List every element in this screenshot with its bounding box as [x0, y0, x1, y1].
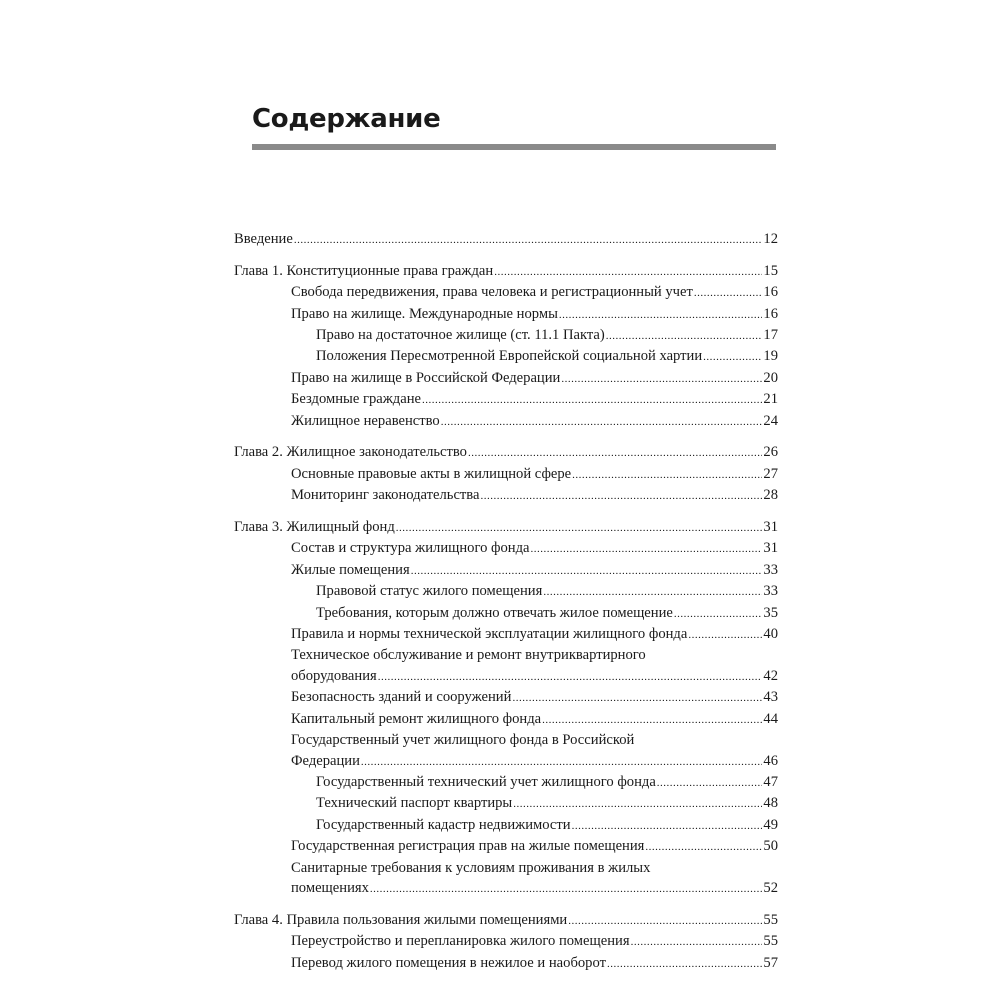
toc-entry-title: Мониторинг законодательства — [291, 487, 480, 504]
toc-page-number: 26 — [763, 444, 778, 461]
dot-leader — [559, 304, 763, 325]
toc-page-number: 33 — [763, 561, 778, 578]
toc-page-number: 49 — [763, 816, 778, 833]
toc-entry[interactable] — [234, 581, 778, 602]
toc-entry-title: Государственная регистрация прав на жилые помещения — [291, 838, 645, 855]
toc-entry[interactable] — [234, 304, 778, 325]
toc-page-number: 47 — [763, 773, 778, 790]
dot-leader — [396, 517, 763, 538]
toc-entry[interactable] — [234, 815, 778, 836]
toc-entry[interactable] — [234, 282, 778, 303]
dot-leader — [481, 485, 763, 506]
toc-entry-title-line: Техническое обслуживание и ремонт внутриквартирного — [291, 647, 646, 664]
dot-leader — [674, 603, 763, 624]
toc-entry-title: Правила и нормы технической эксплуатации жилищного фонда — [291, 626, 688, 643]
toc-entry[interactable] — [234, 389, 778, 410]
toc-entry[interactable] — [234, 687, 778, 708]
toc-entry[interactable] — [234, 836, 778, 857]
toc-page-number: 33 — [763, 583, 778, 600]
dot-leader — [606, 325, 763, 346]
toc-page-number: 40 — [763, 626, 778, 643]
toc-entry-title: Положения Пересмотренной Европейской социальной хартии — [316, 348, 703, 365]
toc-entry[interactable] — [234, 793, 778, 814]
dot-leader — [378, 666, 763, 687]
toc-entry[interactable] — [234, 858, 778, 900]
dot-leader — [370, 878, 763, 899]
toc-page-number: 48 — [763, 795, 778, 812]
dot-leader — [542, 709, 762, 730]
page-title: Содержание — [252, 104, 441, 134]
toc-entry-title: Государственный технический учет жилищного фонда — [316, 773, 656, 790]
toc-page-number: 42 — [763, 667, 778, 684]
toc-entry-title: Требования, которым должно отвечать жилое помещение — [316, 604, 673, 621]
dot-leader — [631, 931, 763, 952]
toc-page-number: 46 — [763, 752, 778, 769]
toc-entry-title: Государственный кадастр недвижимости — [316, 816, 571, 833]
toc-entry[interactable] — [234, 772, 778, 793]
toc-entry-title: Право на жилище в Российской Федерации — [291, 369, 561, 386]
dot-leader — [688, 624, 762, 645]
dot-leader — [561, 368, 762, 389]
toc-entry[interactable] — [234, 953, 778, 974]
toc-entry-title: Федерации — [291, 752, 360, 769]
toc-entry-title: Переустройство и перепланировка жилого помещения — [291, 933, 630, 950]
toc-entry[interactable] — [234, 485, 778, 506]
toc-entry[interactable] — [234, 229, 778, 250]
toc-entry-title: Бездомные граждане — [291, 391, 421, 408]
toc-entry-title-line: Государственный учет жилищного фонда в Российской — [291, 732, 635, 749]
toc-entry-title: Технический паспорт квартиры — [316, 795, 513, 812]
toc-page-number: 12 — [763, 231, 778, 247]
toc-entry-title: Свобода передвижения, права человека и регистрационный учет — [291, 284, 693, 301]
toc-entry-title: оборудования — [291, 667, 377, 684]
table-of-contents — [234, 229, 778, 974]
toc-page-number: 24 — [763, 412, 778, 429]
toc-entry[interactable] — [234, 624, 778, 645]
toc-entry-title: Глава 3. Жилищный фонд — [234, 519, 395, 536]
toc-entry-title: Жилые помещения — [291, 561, 410, 578]
toc-page-number: 55 — [763, 911, 778, 928]
toc-entry[interactable] — [234, 730, 778, 772]
dot-leader — [703, 346, 762, 367]
toc-entry-title: Глава 1. Конституционные права граждан — [234, 262, 494, 279]
toc-entry-title: Основные правовые акты в жилищной сфере — [291, 465, 572, 482]
dot-leader — [494, 261, 762, 282]
toc-entry-title: Правовой статус жилого помещения — [316, 583, 543, 600]
dot-leader — [294, 229, 763, 250]
toc-entry-title: Глава 2. Жилищное законодательство — [234, 444, 467, 461]
dot-leader — [568, 910, 762, 931]
toc-page-number: 44 — [763, 710, 778, 727]
toc-page-number: 28 — [763, 487, 778, 504]
dot-leader — [572, 464, 762, 485]
dot-leader — [607, 953, 762, 974]
toc-entry-title: Жилищное неравенство — [291, 412, 440, 429]
toc-entry-title: Состав и структура жилищного фонда — [291, 540, 530, 557]
dot-leader — [512, 687, 762, 708]
toc-page-number: 16 — [763, 305, 778, 322]
dot-leader — [645, 836, 762, 857]
toc-entry[interactable] — [234, 538, 778, 559]
toc-page-number: 43 — [763, 689, 778, 706]
toc-entry-title: Капитальный ремонт жилищного фонда — [291, 710, 542, 727]
toc-entry[interactable] — [234, 464, 778, 485]
toc-page-number: 20 — [763, 369, 778, 386]
toc-entry-title: Безопасность зданий и сооружений — [291, 689, 512, 706]
toc-page-number: 31 — [763, 540, 778, 557]
toc-page-number: 31 — [763, 519, 778, 536]
toc-entry-title: Перевод жилого помещения в нежилое и наоборот — [291, 954, 606, 971]
toc-entry-title: помещениях — [291, 879, 369, 896]
toc-entry[interactable] — [234, 645, 778, 687]
dot-leader — [513, 793, 762, 814]
dot-leader — [441, 411, 763, 432]
dot-leader — [657, 772, 763, 793]
toc-page-number: 16 — [763, 284, 778, 301]
dot-leader — [543, 581, 762, 602]
dot-leader — [531, 538, 763, 559]
dot-leader — [411, 560, 763, 581]
title-underline — [252, 144, 776, 150]
dot-leader — [468, 442, 762, 463]
toc-entry[interactable] — [234, 325, 778, 346]
toc-chapter-entry[interactable] — [234, 517, 778, 538]
toc-entry[interactable] — [234, 411, 778, 432]
toc-page-number: 52 — [763, 879, 778, 896]
toc-page-number: 17 — [763, 327, 778, 344]
toc-page-number: 55 — [763, 933, 778, 950]
toc-page-number: 57 — [763, 954, 778, 971]
dot-leader — [694, 282, 763, 303]
toc-entry-title: Право на достаточное жилище (ст. 11.1 Пакта) — [316, 327, 605, 344]
dot-leader — [422, 389, 762, 410]
toc-entry[interactable] — [234, 603, 778, 624]
toc-page-number: 35 — [763, 604, 778, 621]
toc-entry[interactable] — [234, 560, 778, 581]
toc-entry[interactable] — [234, 346, 778, 367]
dot-leader — [572, 815, 763, 836]
toc-entry-title: Право на жилище. Международные нормы — [291, 305, 558, 322]
toc-entry-title-line: Санитарные требования к условиям проживания в жилых — [291, 859, 651, 876]
toc-page-number: 27 — [763, 465, 778, 482]
toc-chapter-entry[interactable] — [234, 261, 778, 282]
toc-entry-title: Глава 4. Правила пользования жилыми помещениями — [234, 911, 568, 928]
toc-page-number: 15 — [763, 262, 778, 279]
toc-entry[interactable] — [234, 368, 778, 389]
toc-entry[interactable] — [234, 931, 778, 952]
toc-page-number: 19 — [763, 348, 778, 365]
toc-entry[interactable] — [234, 709, 778, 730]
toc-chapter-entry[interactable] — [234, 442, 778, 463]
toc-page-number: 50 — [763, 838, 778, 855]
toc-chapter-entry[interactable] — [234, 910, 778, 931]
toc-page-number: 21 — [763, 391, 778, 408]
dot-leader — [361, 751, 762, 772]
toc-entry-title: Введение — [234, 231, 293, 247]
